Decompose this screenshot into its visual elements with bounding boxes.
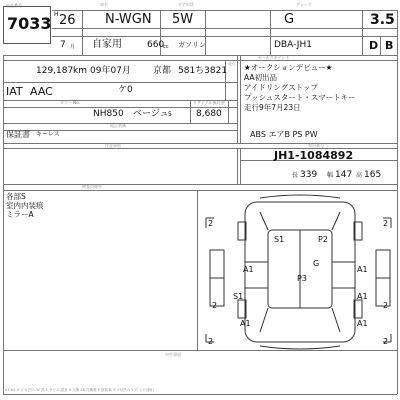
line bbox=[3, 184, 397, 185]
legend-text: A1 A2 キズ U 凹み W 波 S サビ C 腐食 X 交換 XX 交換要 P 塗装 B キズ付凹み Y 穴 ヒビ/割れ bbox=[5, 388, 155, 392]
damage-s1-left: S1 bbox=[233, 292, 244, 301]
inspector-note: ミラーA bbox=[6, 210, 34, 219]
sales-point-item: アイドリングストップ bbox=[244, 83, 318, 92]
plate: 581ち3821 bbox=[178, 66, 228, 76]
note-label: 走行 bbox=[228, 61, 236, 66]
special-label: 注意事項 bbox=[105, 143, 121, 148]
grade-label: グレード bbox=[296, 2, 312, 7]
sales-point-label: セールスポイント bbox=[258, 55, 290, 60]
air-conditioner: AAC bbox=[30, 85, 53, 98]
chassis-no-label: 車台番号 bbox=[308, 143, 324, 148]
year: 26 bbox=[59, 13, 76, 28]
sales-point-item: 走行9年7月23日 bbox=[244, 103, 301, 112]
damage-num-tr: 2 bbox=[383, 219, 389, 228]
damage-a1-bottom: A1 bbox=[357, 319, 368, 328]
line bbox=[362, 10, 363, 55]
equip-label: 純正装備 bbox=[110, 123, 126, 128]
lot-number: 7033 bbox=[7, 14, 52, 33]
line bbox=[3, 107, 237, 108]
transmission: IAT bbox=[6, 85, 23, 98]
inspector-label: 検査員報告 bbox=[82, 184, 102, 189]
width: 147 bbox=[335, 170, 353, 180]
line bbox=[52, 28, 397, 29]
damage-num-mr: 2 bbox=[383, 301, 389, 310]
sales-point-item: プッシュスタート・スマートキー bbox=[244, 93, 356, 102]
line bbox=[3, 82, 237, 83]
footer-label: 申告事項 bbox=[165, 352, 181, 357]
equipment-list: ABS エアB PS PW bbox=[250, 130, 318, 139]
line bbox=[240, 148, 241, 184]
damage-a1-left-low: A1 bbox=[240, 319, 251, 328]
line bbox=[3, 190, 397, 191]
color-number: NH850 bbox=[93, 109, 124, 119]
interior-grade: D bbox=[369, 39, 379, 52]
engine-cc: 660 bbox=[147, 40, 165, 50]
grade: G bbox=[284, 12, 295, 27]
sales-point-item: ★オークションデビュー★ bbox=[244, 63, 333, 72]
sales-point-item: AA初出品 bbox=[244, 73, 277, 82]
warranty: 保証書 bbox=[6, 130, 30, 139]
usage: 自家用 bbox=[92, 39, 122, 50]
recycle-label: リサイクル預託金 bbox=[193, 100, 225, 105]
damage-num-tl: 2 bbox=[208, 219, 214, 228]
color-name: ベージュ bbox=[133, 109, 169, 119]
region: 京都 bbox=[153, 66, 172, 76]
line bbox=[3, 55, 397, 56]
line bbox=[3, 394, 397, 395]
line bbox=[3, 350, 397, 351]
repair-history: ケ0 bbox=[118, 85, 133, 95]
damage-num-br: 2 bbox=[383, 337, 389, 346]
model-name: N-WGN bbox=[105, 12, 152, 27]
damage-num-ml: 2 bbox=[212, 301, 218, 310]
line bbox=[52, 10, 397, 11]
height: 165 bbox=[364, 170, 382, 180]
inspector-note: 各部S bbox=[6, 192, 26, 201]
model-label: 車名 bbox=[100, 2, 108, 7]
line bbox=[197, 190, 198, 350]
line bbox=[52, 36, 397, 37]
line bbox=[228, 100, 229, 123]
cc-unit: cc bbox=[163, 44, 169, 50]
score: 3.5 bbox=[370, 12, 395, 28]
length: 339 bbox=[300, 170, 318, 180]
color-label: カラー No. bbox=[60, 100, 80, 105]
mileage: 129,187 bbox=[36, 66, 74, 76]
line bbox=[82, 10, 83, 55]
door-type: 5W bbox=[172, 12, 194, 27]
line bbox=[240, 55, 241, 143]
damage-a1-right-mid: A1 bbox=[357, 265, 368, 274]
mileage-unit: km bbox=[73, 66, 87, 76]
month: 7 bbox=[60, 40, 66, 50]
line bbox=[380, 36, 381, 55]
inspector-note: 室内内装痕 bbox=[6, 201, 44, 210]
keyless: キーレス bbox=[36, 131, 60, 138]
damage-p2: P2 bbox=[318, 235, 328, 244]
seats: 5 bbox=[168, 111, 172, 118]
chassis-code: DBA-JH1 bbox=[274, 40, 312, 50]
exterior-grade: B bbox=[385, 39, 394, 52]
line bbox=[270, 10, 271, 55]
width-label: 幅 bbox=[327, 172, 334, 179]
line bbox=[237, 55, 238, 143]
lot-label: 出品番号 bbox=[6, 3, 22, 8]
damage-a1-left-mid: A1 bbox=[243, 265, 254, 274]
height-label: 高 bbox=[356, 172, 363, 179]
length-label: 長 bbox=[292, 172, 299, 179]
chassis-number: JH1-1084892 bbox=[274, 149, 354, 162]
inspection: 09年07月 bbox=[90, 66, 131, 76]
doors-label: ドア形状 bbox=[178, 2, 194, 7]
line bbox=[3, 55, 4, 394]
fuel: ガソリン bbox=[178, 41, 206, 49]
damage-g: G bbox=[313, 259, 320, 268]
damage-s1-top: S1 bbox=[274, 235, 285, 244]
damage-num-bl: 2 bbox=[208, 337, 214, 346]
line bbox=[190, 100, 191, 123]
damage-p3: P3 bbox=[297, 274, 307, 283]
damage-a1-right-low: A1 bbox=[357, 292, 368, 301]
line bbox=[3, 143, 397, 144]
line bbox=[3, 60, 397, 61]
line bbox=[237, 148, 238, 184]
year-era: H bbox=[54, 11, 59, 18]
line bbox=[397, 10, 398, 394]
recycle-fee: 8,680 bbox=[196, 109, 222, 119]
month-unit: 月 bbox=[70, 44, 76, 50]
